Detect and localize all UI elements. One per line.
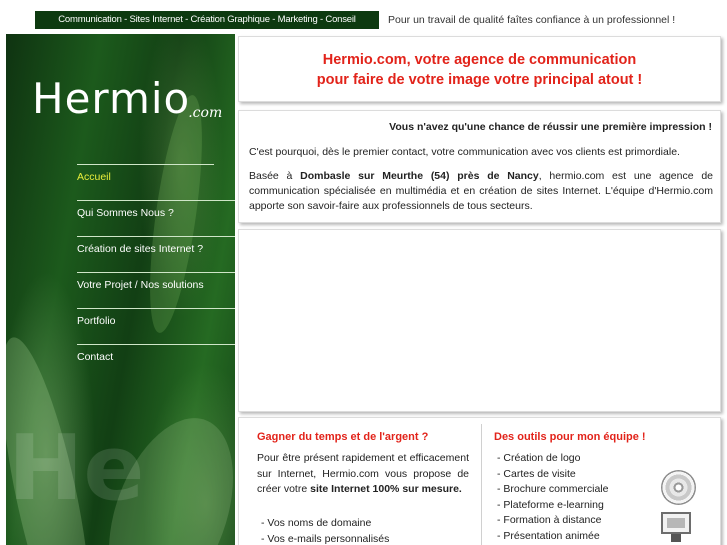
- list-item: - Cartes de visite: [497, 467, 576, 480]
- intro-title: Vous n'avez qu'une chance de réussir une première impression !: [389, 121, 712, 133]
- services-panel: [238, 417, 721, 545]
- headline-line-1: Hermio.com, votre agence de communication: [322, 52, 637, 68]
- intro-paragraph-2: [249, 169, 713, 214]
- logo-suffix: .com: [188, 105, 223, 121]
- headline-line-2: pour faire de votre image votre principal atout !: [316, 72, 643, 88]
- list-item: - Vos noms de domaine: [261, 517, 372, 529]
- intro-paragraph-1: C'est pourquoi, dès le premier contact, votre communication avec vos clients est primordiale.: [249, 146, 680, 158]
- nav-item-qui-sommes-nous[interactable]: Qui Sommes Nous ?: [77, 200, 235, 236]
- list-item: - Brochure commerciale: [497, 483, 609, 496]
- top-services-bar: Communication - Sites Internet - Création Graphique - Marketing - Conseil: [35, 11, 379, 29]
- content-placeholder-panel: [238, 229, 721, 412]
- list-item: - Vos e-mails personnalisés: [261, 532, 390, 545]
- column-1-list: [261, 516, 389, 545]
- list-item: - Création de logo: [497, 452, 581, 464]
- hermio-logo[interactable]: [32, 74, 222, 123]
- column-2-list: [497, 451, 608, 545]
- sidebar: [6, 34, 235, 545]
- column-1-text-start: Pour être présent rapidement et efficacement sur Internet, Hermio.com vous propose de créer votre: [257, 452, 469, 496]
- page-headline: [239, 50, 720, 90]
- logo-watermark: He: [8, 416, 145, 521]
- column-1-text-bold: site Internet 100% sur mesure.: [310, 483, 462, 496]
- column-2-title: Des outils pour mon équipe !: [494, 431, 646, 443]
- column-1-title: Gagner du temps et de l'argent ?: [257, 431, 429, 443]
- nav-item-portfolio[interactable]: Portfolio: [77, 308, 235, 344]
- intro-p2-start: Basée à: [249, 170, 301, 182]
- screen-stand: [671, 534, 681, 542]
- column-1-text: [257, 451, 469, 498]
- intro-panel: [238, 110, 721, 223]
- top-tagline: Pour un travail de qualité faîtes confiance à un professionnel !: [388, 14, 676, 26]
- projector-screen-icon: [660, 510, 695, 544]
- column-divider: [481, 424, 482, 545]
- cd-rom-icon: [661, 470, 696, 505]
- intro-p2-location: Dombasle sur Meurthe (54) près de Nancy: [300, 170, 539, 182]
- nav-item-contact[interactable]: Contact: [77, 344, 235, 380]
- nav-item-votre-projet[interactable]: Votre Projet / Nos solutions: [77, 272, 235, 308]
- list-item: - Formation à distance: [497, 514, 602, 527]
- nav-item-creation-sites[interactable]: Création de sites Internet ?: [77, 236, 235, 272]
- headline-panel: [238, 36, 721, 102]
- list-item: - Présentation animée: [497, 529, 600, 542]
- nav-item-accueil[interactable]: Accueil: [77, 164, 214, 200]
- logo-wordmark: Hermio: [32, 74, 191, 123]
- intro-p2-end: , hermio.com est une agence de communication spécialisée en multimédia et en création de sites Internet. L'équipe d'Hermio.com apporte son savoir-faire aux professionnels de tous secteurs.: [249, 170, 714, 212]
- main-navigation: [77, 164, 235, 380]
- list-item: - Plateforme e-learning: [497, 498, 604, 511]
- screen-frame: [661, 512, 691, 534]
